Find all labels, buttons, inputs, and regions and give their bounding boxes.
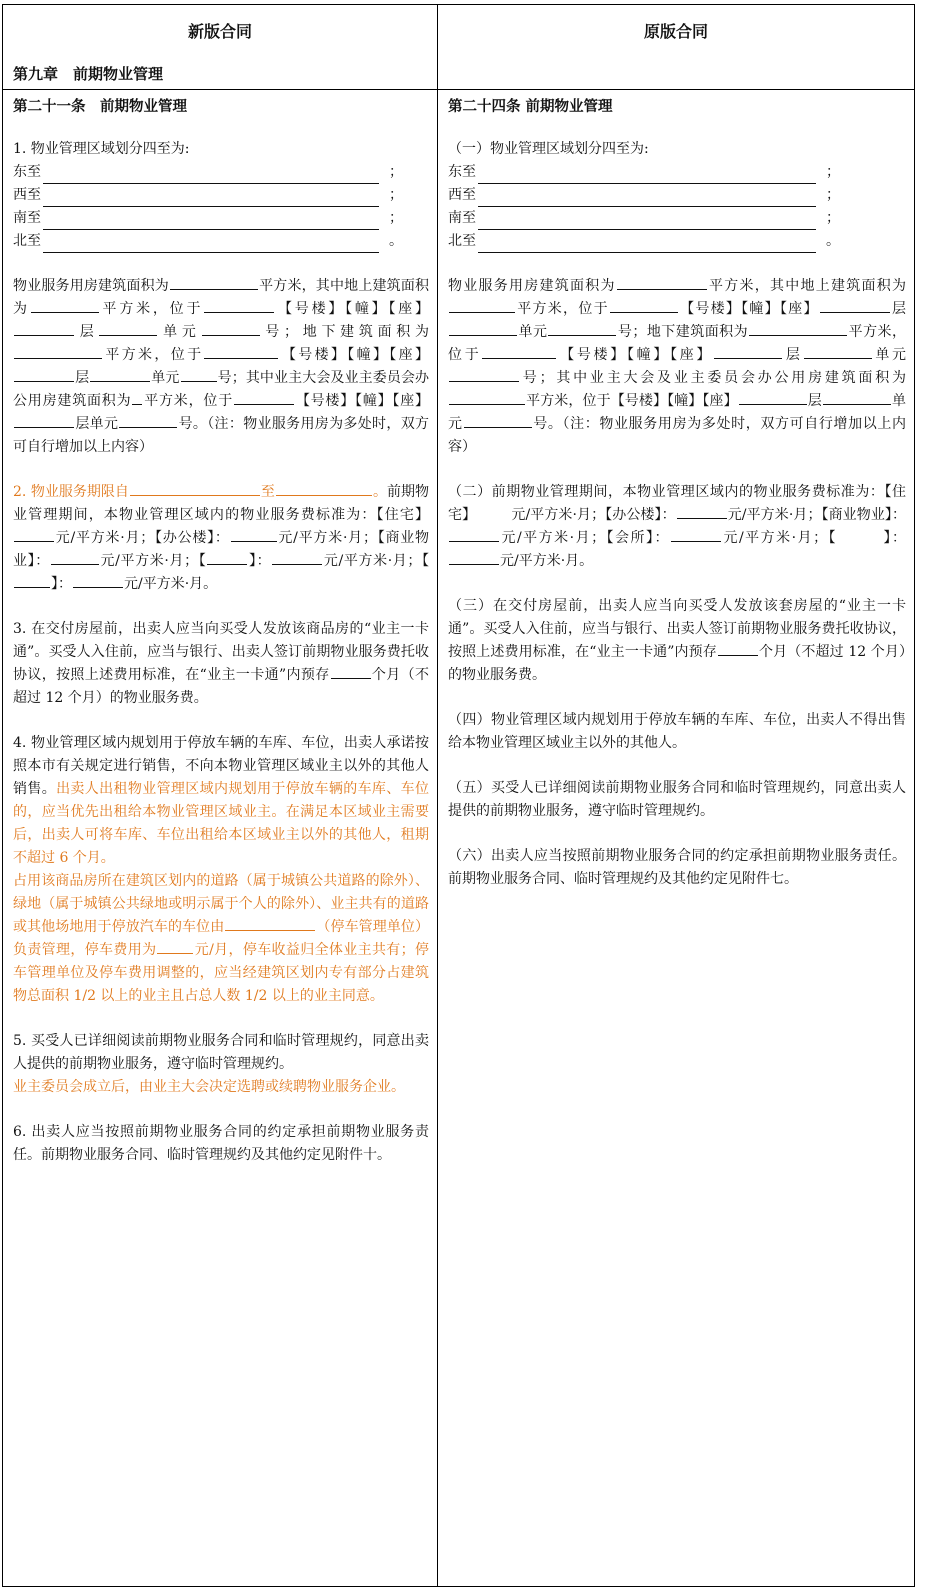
fill-blank xyxy=(157,939,193,954)
fill-blank xyxy=(43,191,379,207)
text-run: 号。（注：物业服务用房为多处时，双方可自行增加以上内容） xyxy=(448,416,907,455)
text-run: 【号楼】【幢】【座】 xyxy=(678,301,819,317)
old-owner-card-paragraph xyxy=(448,595,906,687)
fill-blank xyxy=(331,664,371,679)
new-owners-committee-paragraph: 业主委员会成立后，由业主大会决定选聘或续聘物业服务企业。 xyxy=(13,1079,405,1095)
fill-blank xyxy=(449,321,517,336)
comparison-table xyxy=(2,4,915,1587)
chapter-title: 第九章 前期物业管理 xyxy=(13,65,164,83)
fill-blank xyxy=(14,573,50,588)
old-contract-cell xyxy=(438,90,915,1587)
text-run: （三）在交付房屋前，出卖人应当向买受人发放该套房屋的“业主一卡通”。买受人入住前，应当与银行、出卖人签订前期物业服务费托收协议，按照上述费用标准，在“业主一卡通”内预存 xyxy=(448,598,906,660)
fill-blank xyxy=(478,191,816,207)
new-header-cell xyxy=(3,5,438,90)
old-boundary-title: （一）物业管理区域划分四至为: xyxy=(448,141,649,157)
new-east-line xyxy=(13,161,429,184)
east-label: 东至 xyxy=(13,164,41,180)
fill-blank xyxy=(204,298,274,313)
fill-blank xyxy=(449,298,515,313)
old-service-responsibility-paragraph: （六）出卖人应当按照前期物业服务合同的约定承担前期物业服务责任。前期物业服务合同、临时管理规约及其他约定见附件七。 xyxy=(448,848,906,887)
fill-blank xyxy=(181,367,217,382)
text-run: 元/平方米·月；【会所】： xyxy=(500,530,670,546)
fill-blank xyxy=(14,527,54,542)
fill-blank xyxy=(73,573,123,588)
fill-blank xyxy=(671,527,721,542)
old-article-title: 第二十四条 前期物业管理 xyxy=(448,98,613,115)
fill-blank xyxy=(14,367,74,382)
fill-blank xyxy=(820,298,890,313)
text-run: 】： xyxy=(51,576,72,592)
fill-blank xyxy=(478,168,816,184)
fill-blank xyxy=(276,481,372,496)
fill-blank xyxy=(234,390,294,405)
line-end: ； xyxy=(826,210,840,226)
fill-blank xyxy=(43,214,379,230)
text-run: 元/平方米·月。 xyxy=(124,576,218,592)
fill-blank xyxy=(202,321,260,336)
text-run: 元/平方米·月；【 xyxy=(99,553,207,569)
text-run: 层 xyxy=(75,370,90,386)
fill-blank xyxy=(478,214,816,230)
text-run: 元/平方米·月；【商业物业】： xyxy=(727,507,906,523)
text-run: 【号楼】【幢】【座】 xyxy=(275,301,430,317)
fill-blank xyxy=(51,550,99,565)
old-contract-title: 原版合同 xyxy=(643,22,708,41)
old-header-cell xyxy=(438,5,915,90)
fill-blank xyxy=(170,275,258,290)
east-label: 东至 xyxy=(448,164,476,180)
text-run: 单元 xyxy=(158,324,201,340)
fill-blank xyxy=(14,321,74,336)
old-service-fee-paragraph xyxy=(448,481,906,573)
text-run: 层 xyxy=(75,324,99,340)
highlight-run: 2. 物业服务期限自 xyxy=(13,484,129,500)
fill-blank xyxy=(739,390,807,405)
fill-blank xyxy=(449,527,499,542)
fill-blank xyxy=(478,237,816,253)
text-run: 平方米，位于【号楼】【幢】【座】 xyxy=(526,393,738,409)
text-run: 平方米，位于 xyxy=(143,393,234,409)
fill-blank xyxy=(119,413,177,428)
new-north-line xyxy=(13,230,429,253)
highlight-run: 至 xyxy=(260,484,275,500)
fill-blank xyxy=(617,275,707,290)
fill-blank xyxy=(677,504,727,519)
fill-blank xyxy=(207,550,247,565)
fill-blank xyxy=(449,390,525,405)
text-run: 个月（不超过 12 个月）的物业服务费。 xyxy=(13,667,429,706)
new-south-line xyxy=(13,207,429,230)
fill-blank xyxy=(718,641,758,656)
highlight-run: 。 xyxy=(372,484,387,500)
text-run: 平方米，位于 xyxy=(103,347,204,363)
text-run: 元/平方米·月。 xyxy=(500,553,594,569)
new-service-room-paragraph xyxy=(13,275,429,459)
text-run: 层 xyxy=(807,393,822,409)
text-run: 元/平方米·月；【商业物业】： xyxy=(13,530,430,569)
new-management-agreement-paragraph: 5. 买受人已详细阅读前期物业服务合同和临时管理规约，同意出卖人提供的前期物业服务，遵守临时管理规约。 xyxy=(13,1033,429,1072)
new-parking-management-paragraph xyxy=(13,870,429,1008)
text-run: 号。（注：物业服务用房为多处时，双方可自行增加以上内容） xyxy=(13,416,430,455)
text-run: 元/平方米·月；【 】： xyxy=(722,530,906,546)
fill-blank xyxy=(449,367,519,382)
text-run: 4. 物业管理区域内规划用于停放车辆的车库、车位，出卖人承诺按照本市有关规定进行销售，不向本物业管理区域业主以外的其他人销售。 xyxy=(13,735,429,797)
new-service-responsibility-paragraph: 6. 出卖人应当按照前期物业服务合同的约定承担前期物业服务责任。前期物业服务合同、临时管理规约及其他约定见附件十。 xyxy=(13,1124,429,1163)
fill-blank xyxy=(204,344,278,359)
new-contract-title: 新版合同 xyxy=(187,22,252,41)
header-row xyxy=(3,5,915,90)
fill-blank xyxy=(749,321,847,336)
new-parking-paragraph xyxy=(13,732,429,870)
old-east-line xyxy=(448,161,906,184)
north-label: 北至 xyxy=(448,233,476,249)
fill-blank xyxy=(43,168,379,184)
new-article-title: 第二十一条 前期物业管理 xyxy=(13,98,187,115)
fill-blank xyxy=(548,321,616,336)
text-run: 物业服务用房建筑面积为 xyxy=(13,278,169,294)
line-end: ； xyxy=(826,164,840,180)
text-run: 】： xyxy=(248,553,272,569)
fill-blank xyxy=(272,550,322,565)
text-run: 单元 xyxy=(518,324,548,340)
fill-blank xyxy=(231,527,277,542)
west-label: 西至 xyxy=(448,187,476,203)
fill-blank xyxy=(804,344,872,359)
old-management-agreement-paragraph: （五）买受人已详细阅读前期物业服务合同和临时管理规约，同意出卖人提供的前期物业服务，遵守临时管理规约。 xyxy=(448,780,906,819)
line-end: ； xyxy=(389,210,403,226)
text-run: 元/平方米·月；【办公楼】： xyxy=(55,530,230,546)
text-run: 层 xyxy=(75,416,90,432)
text-run: 【号楼】【幢】【座】 xyxy=(295,393,430,409)
text-run: 前期物业管理期间，本物业管理区域内的物业服务费标准为：【住宅】 xyxy=(13,484,430,523)
text-run: 单元 xyxy=(448,393,907,432)
text-run: 层 xyxy=(783,347,803,363)
text-run: 物业服务用房建筑面积为 xyxy=(448,278,616,294)
new-boundary-title: 1. 物业管理区域划分四至为: xyxy=(13,141,190,157)
fill-blank xyxy=(43,237,379,253)
text-run: 号；地下建筑面积为 xyxy=(617,324,749,340)
text-run: 单元 xyxy=(151,370,180,386)
new-service-fee-paragraph xyxy=(13,481,429,596)
text-run: 号；其中业主大会及业主委员会办公用房建筑面积为 xyxy=(520,370,906,386)
highlight-run: （停车管理单位）负责管理，停车费用为 xyxy=(13,919,430,958)
text-run: 个月（不超过 12 个月）的物业服务费。 xyxy=(448,644,906,683)
fill-blank xyxy=(90,367,150,382)
line-end: ； xyxy=(389,164,403,180)
highlight-run: 元/月，停车收益归全体业主共有；停车管理单位及停车费用调整的，应当经建筑区划内专有部分占建筑物总面积 1/2 以上的业主且占总人数 1/2 以上的业主同意。 xyxy=(13,942,429,1004)
fill-blank xyxy=(31,298,99,313)
fill-blank xyxy=(464,413,532,428)
fill-blank xyxy=(714,344,782,359)
fill-blank xyxy=(610,298,678,313)
new-owner-card-paragraph xyxy=(13,618,429,710)
text-run: 平方米，位于 xyxy=(448,324,907,363)
line-end: ； xyxy=(826,187,840,203)
old-service-room-paragraph xyxy=(448,275,906,459)
fill-blank xyxy=(482,344,556,359)
fill-blank xyxy=(99,321,157,336)
body-row xyxy=(3,90,915,1587)
line-end: 。 xyxy=(389,233,403,249)
old-north-line xyxy=(448,230,906,253)
fill-blank xyxy=(225,916,315,931)
old-west-line xyxy=(448,184,906,207)
fill-blank xyxy=(130,481,260,496)
text-run: （二）前期物业管理期间，本物业管理区域内的物业服务费标准为：【住宅】 元/平方米·月；【办公楼】： xyxy=(448,484,906,523)
line-end: 。 xyxy=(826,233,840,249)
text-run: 【号楼】【幢】【座】 xyxy=(557,347,714,363)
highlight-run: 出卖人出租物业管理区域内规划用于停放车辆的车库、车位的，应当优先出租给本物业管理区域业主。在满足本区域业主需要后，出卖人可将车库、车位出租给本区域业主以外的其他人，租期不超过 6 个月。 xyxy=(13,781,430,866)
text-run: 元/平方米·月；【 xyxy=(323,553,430,569)
old-parking-paragraph: （四）物业管理区域内规划用于停放车辆的车库、车位，出卖人不得出售给本物业管理区域业主以外的其他人。 xyxy=(448,712,906,751)
fill-blank xyxy=(14,344,102,359)
text-run: 平方米，位于 xyxy=(516,301,609,317)
text-run: 平方米，位于 xyxy=(99,301,204,317)
south-label: 南至 xyxy=(448,210,476,226)
fill-blank xyxy=(132,390,142,405)
north-label: 北至 xyxy=(13,233,41,249)
text-run: 单元 xyxy=(89,416,119,432)
highlight-run: 占用该商品房所在建筑区划内的道路（属于城镇公共道路的除外）、绿地（属于城镇公共绿地或明示属于个人的除外）、业主共有的道路或其他场地用于停放汽车的车位由 xyxy=(13,873,429,935)
text-run: 层 xyxy=(890,301,907,317)
fill-blank xyxy=(449,550,499,565)
new-west-line xyxy=(13,184,429,207)
text-run: 平方米，其中地上建筑面积为 xyxy=(13,278,430,317)
text-run: 单元 xyxy=(872,347,907,363)
old-south-line xyxy=(448,207,906,230)
text-run: 号；其中业主大会及业主委员会办公用房建筑面积为 xyxy=(13,370,430,409)
south-label: 南至 xyxy=(13,210,41,226)
text-run: 平方米，其中地上建筑面积为 xyxy=(707,278,906,294)
fill-blank xyxy=(823,390,891,405)
fill-blank xyxy=(14,413,74,428)
new-contract-cell xyxy=(3,90,438,1587)
text-run: 【号楼】【幢】【座】 xyxy=(279,347,430,363)
line-end: ； xyxy=(389,187,403,203)
west-label: 西至 xyxy=(13,187,41,203)
text-run: 3. 在交付房屋前，出卖人应当向买受人发放该商品房的“业主一卡通”。买受人入住前，应当与银行、出卖人签订前期物业服务费托收协议，按照上述费用标准，在“业主一卡通”内预存 xyxy=(13,621,429,683)
text-run: 号；地下建筑面积为 xyxy=(260,324,430,340)
